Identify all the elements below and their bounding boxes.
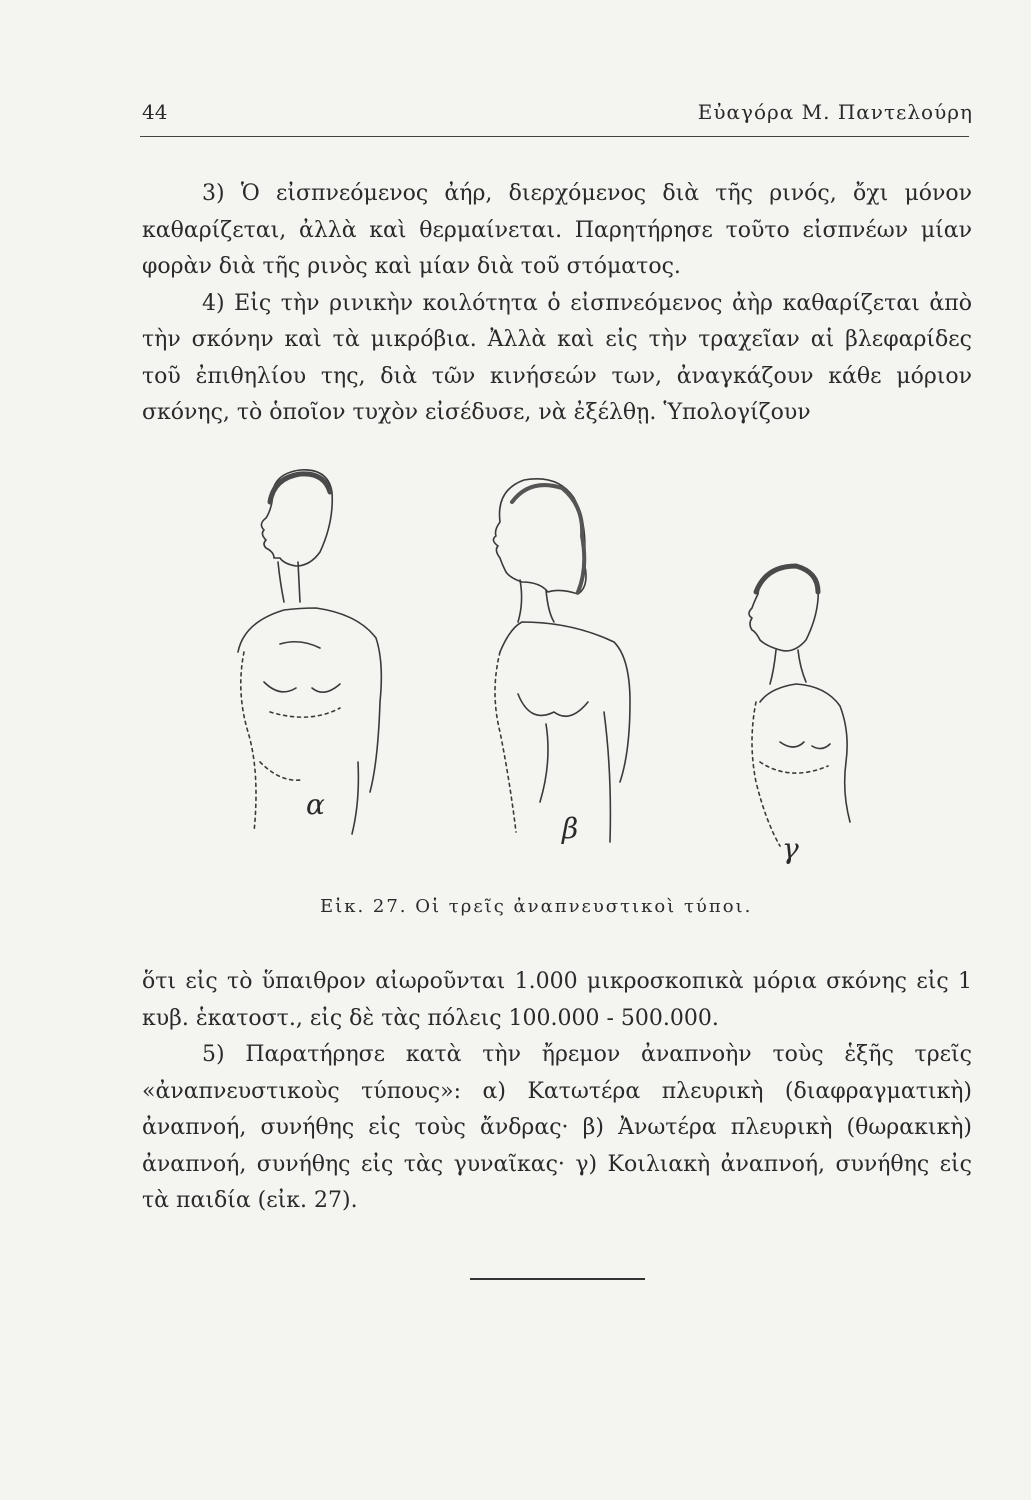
text-block-top [142, 176, 972, 432]
man-figure [238, 470, 381, 834]
paragraph-4: 4) Εἰς τὴν ρινικὴν κοιλότητα ὁ εἰσπνεόμενος ἀὴρ καθαρίζεται ἀπὸ τὴν σκόνην καὶ τὰ μικρόβια. Ἀλλὰ καὶ εἰς τὴν τραχεῖαν αἱ βλεφαρίδες τοῦ ἐπιθηλίου της, διὰ τῶν κινήσεών των, ἀναγκάζουν κάθε μόριον σκόνης, τὸ ὁποῖον τυχὸν εἰσέδυσε, νὰ ἐξέλθῃ. Ὑπολογίζουν [142, 290, 972, 425]
page-number: 44 [142, 100, 168, 124]
figure-illustration [200, 462, 880, 902]
label-beta: β [562, 812, 579, 845]
paragraph-continued: ὅτι εἰς τὸ ὕπαιθρον αἰωροῦνται 1.000 μικροσκοπικὰ μόρια σκόνης εἰς 1 κυβ. ἑκατοστ., εἰς δὲ τὰς πόλεις 100.000 - 500.000. [142, 969, 972, 1031]
figure-breathing-types [200, 462, 880, 902]
child-figure [749, 566, 850, 846]
section-end-rule [470, 1278, 645, 1280]
paragraph-3: 3) Ὁ εἰσπνεόμενος ἀήρ, διερχόμενος διὰ τῆς ρινός, ὄχι μόνον καθαρίζεται, ἀλλὰ καὶ θερμαίνεται. Παρητήρησε τοῦτο εἰσπνέων μίαν φορὰν διὰ τῆς ρινὸς καὶ μίαν διὰ τοῦ στόματος. [142, 181, 972, 279]
page-header [142, 100, 973, 132]
label-alpha: α [306, 788, 325, 821]
woman-figure [493, 479, 630, 842]
label-gamma: γ [782, 832, 799, 865]
figure-caption: Εἰκ. 27. Οἱ τρεῖς ἀναπνευστικοὶ τύποι. [320, 896, 753, 917]
header-rule [140, 136, 969, 137]
text-block-bottom [142, 964, 972, 1220]
running-head: Εὐαγόρα Μ. Παντελούρη [697, 100, 973, 124]
paragraph-5: 5) Παρατήρησε κατὰ τὴν ἤρεμον ἀναπνοὴν τοὺς ἑξῆς τρεῖς «ἀναπνευστικοὺς τύπους»: α) Κατωτέρα πλευρικὴ (διαφραγματικὴ) ἀναπνοή, συνήθης εἰς τοὺς ἄνδρας· β) Ἀνωτέρα πλευρικὴ (θωρακικὴ) ἀναπνοή, συνήθης εἰς τὰς γυναῖκας· γ) Κοιλιακὴ ἀναπνοή, συνήθης εἰς τὰ παιδία (εἰκ. 27). [142, 1042, 972, 1213]
